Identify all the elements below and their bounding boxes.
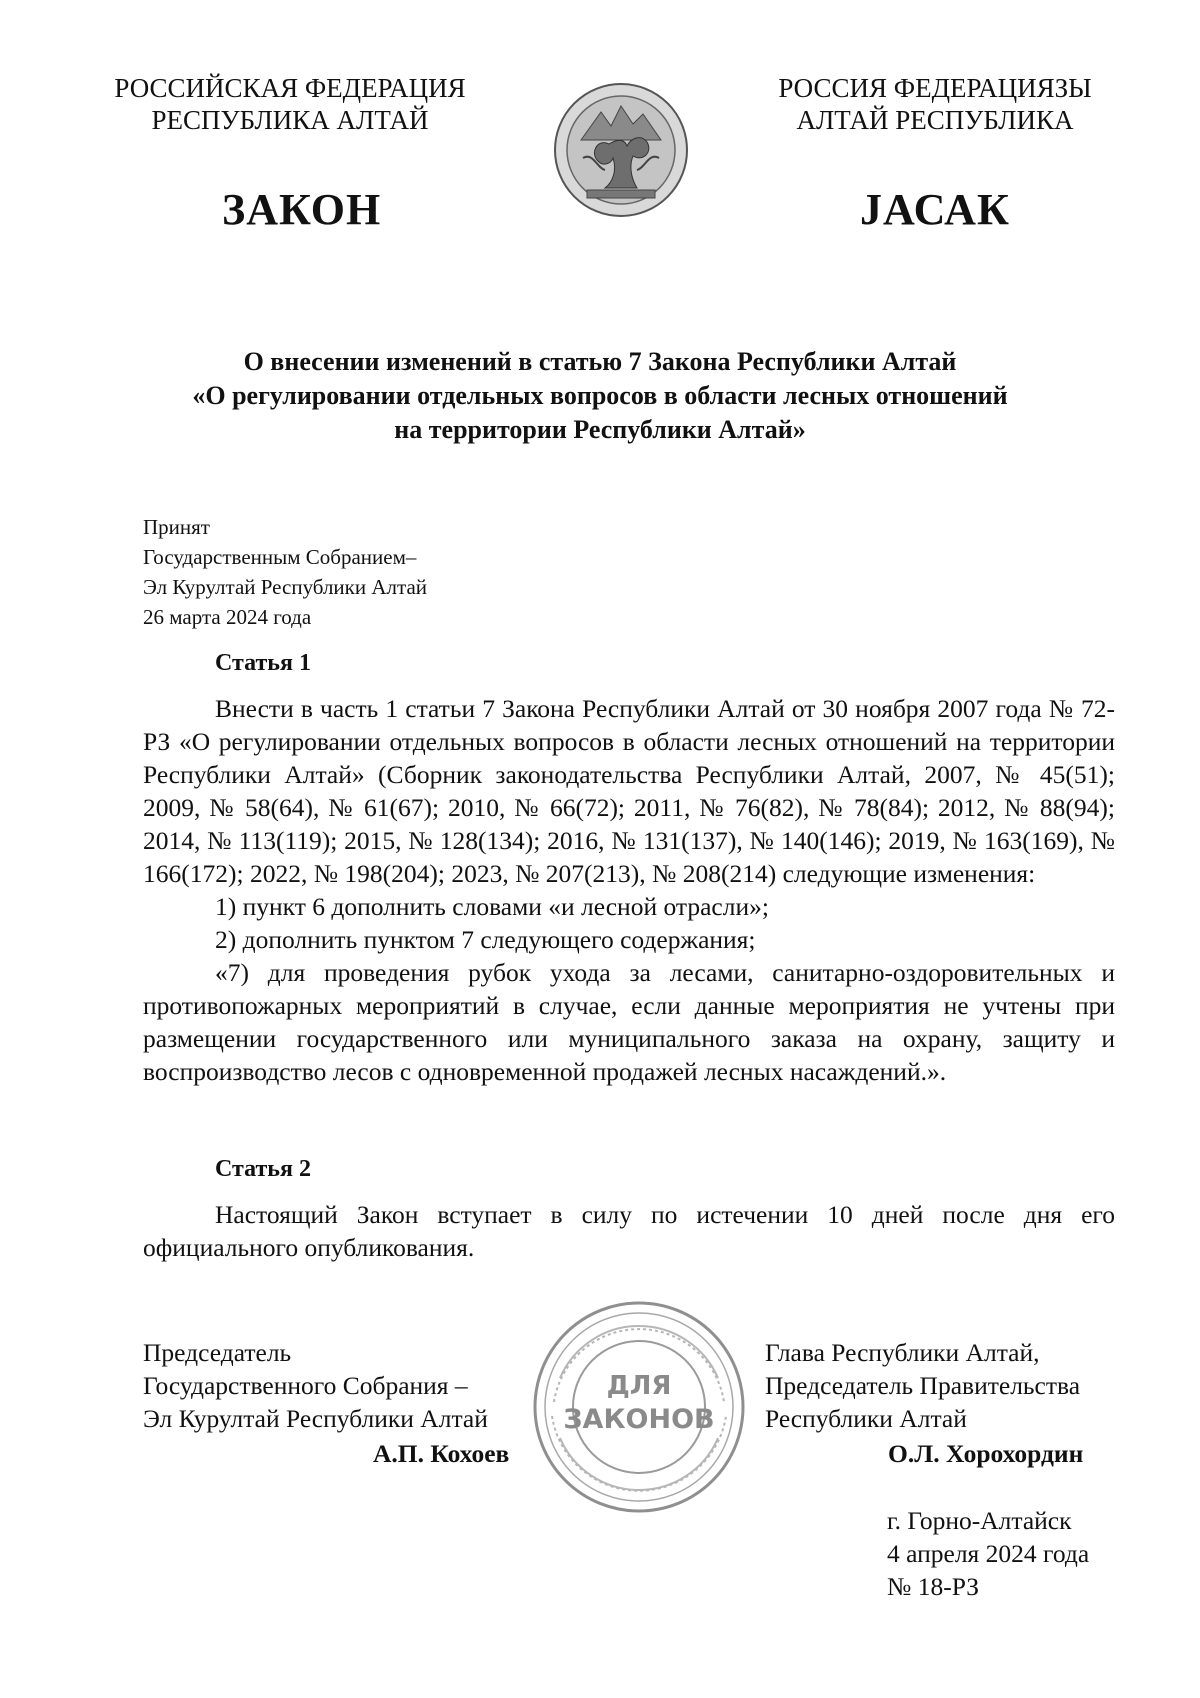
signature-right-name: О.Л. Хорохордин	[888, 1439, 1084, 1468]
signature-block-right	[765, 1336, 1083, 1470]
header-left-line1: РОССИЙСКАЯ ФЕДЕРАЦИЯ	[114, 73, 466, 103]
footer-law-number: № 18-РЗ	[887, 1572, 979, 1601]
signature-right-line1: Глава Республики Алтай,	[765, 1338, 1040, 1367]
article-2-heading: Статья 2	[215, 1156, 311, 1182]
article-1-intro: Внести в часть 1 статьи 7 Закона Республики Алтай от 30 ноября 2007 года № 72-РЗ «О регулировании отдельных вопросов в области лесных отношений на территории Республики Алтай» (Сборник законодательства Республики Алтай, 2007, № 45(51); 2009, № 58(64), № 61(67); 2010, № 66(72); 2011, № 76(82), № 78(84); 2012, № 88(94); 2014, № 113(119); 2015, № 128(134); 2016, № 131(137), № 140(146); 2019, № 163(169), № 166(172); 2022, № 198(204); 2023, № 207(213), № 208(214) следующие изменения:	[143, 694, 1115, 888]
signature-left-name: А.П. Кохоев	[373, 1439, 510, 1468]
place-date-number	[887, 1504, 1089, 1603]
signature-left-line2: Государственного Собрания –	[143, 1371, 468, 1400]
stamp-text-line2: ЗАКОНОВ	[563, 1404, 715, 1435]
article-1-heading: Статья 1	[215, 650, 311, 676]
footer-city: г. Горно-Алтайск	[887, 1506, 1072, 1535]
adoption-line3: Эл Курултай Республики Алтай	[143, 575, 428, 599]
article-1-item-2: 2) дополнить пунктом 7 следующего содержания;	[215, 925, 756, 954]
footer-date: 4 апреля 2024 года	[887, 1539, 1090, 1568]
adoption-line1: Принят	[143, 515, 210, 539]
article-1-item-3: «7) для проведения рубок ухода за лесами, санитарно-оздоровительных и противопожарных мероприятий в случае, если данные мероприятия не учтены при размещении государственного или муниципального заказа на охрану, защиту и воспроизводство лесов с одновременной продажей лесных насаждений.».	[143, 958, 1115, 1086]
law-title-russian: ЗАКОН	[222, 185, 382, 234]
document-title-line3: на территории Республики Алтай»	[394, 415, 806, 444]
header-right-line1: РОССИЯ ФЕДЕРАЦИЯЗЫ	[778, 73, 1092, 103]
document-title	[140, 345, 1060, 447]
header-right-line2: АЛТАЙ РЕСПУБЛИКА	[796, 105, 1074, 135]
signature-block-left	[143, 1336, 509, 1470]
law-title-altai: JАСАК	[860, 185, 1010, 234]
article-1-body	[143, 692, 1115, 1088]
signature-left-line1: Председатель	[143, 1338, 292, 1367]
adoption-line2: Государственным Собранием–	[143, 545, 417, 569]
document-title-line2: «О регулировании отдельных вопросов в области лесных отношений	[192, 381, 1008, 410]
adoption-note	[143, 512, 427, 632]
article-2-body	[143, 1198, 1115, 1264]
document-title-line1: О внесении изменений в статью 7 Закона Республики Алтай	[243, 347, 957, 376]
header-left-line2: РЕСПУБЛИКА АЛТАЙ	[151, 105, 429, 135]
header-left	[95, 72, 485, 136]
header-right	[760, 72, 1110, 136]
signature-left-line3: Эл Курултай Республики Алтай	[143, 1404, 488, 1433]
article-2-text: Настоящий Закон вступает в силу по истечении 10 дней после дня его официального опубликования.	[143, 1200, 1115, 1262]
stamp-text-line1: ДЛЯ	[606, 1371, 672, 1401]
coat-of-arms-emblem	[553, 82, 689, 218]
signature-right-line2: Председатель Правительства	[765, 1371, 1081, 1400]
article-1-item-1: 1) пункт 6 дополнить словами «и лесной отрасли»;	[215, 892, 769, 921]
adoption-date: 26 марта 2024 года	[143, 605, 312, 629]
official-stamp	[530, 1298, 748, 1516]
signature-right-line3: Республики Алтай	[765, 1404, 967, 1433]
